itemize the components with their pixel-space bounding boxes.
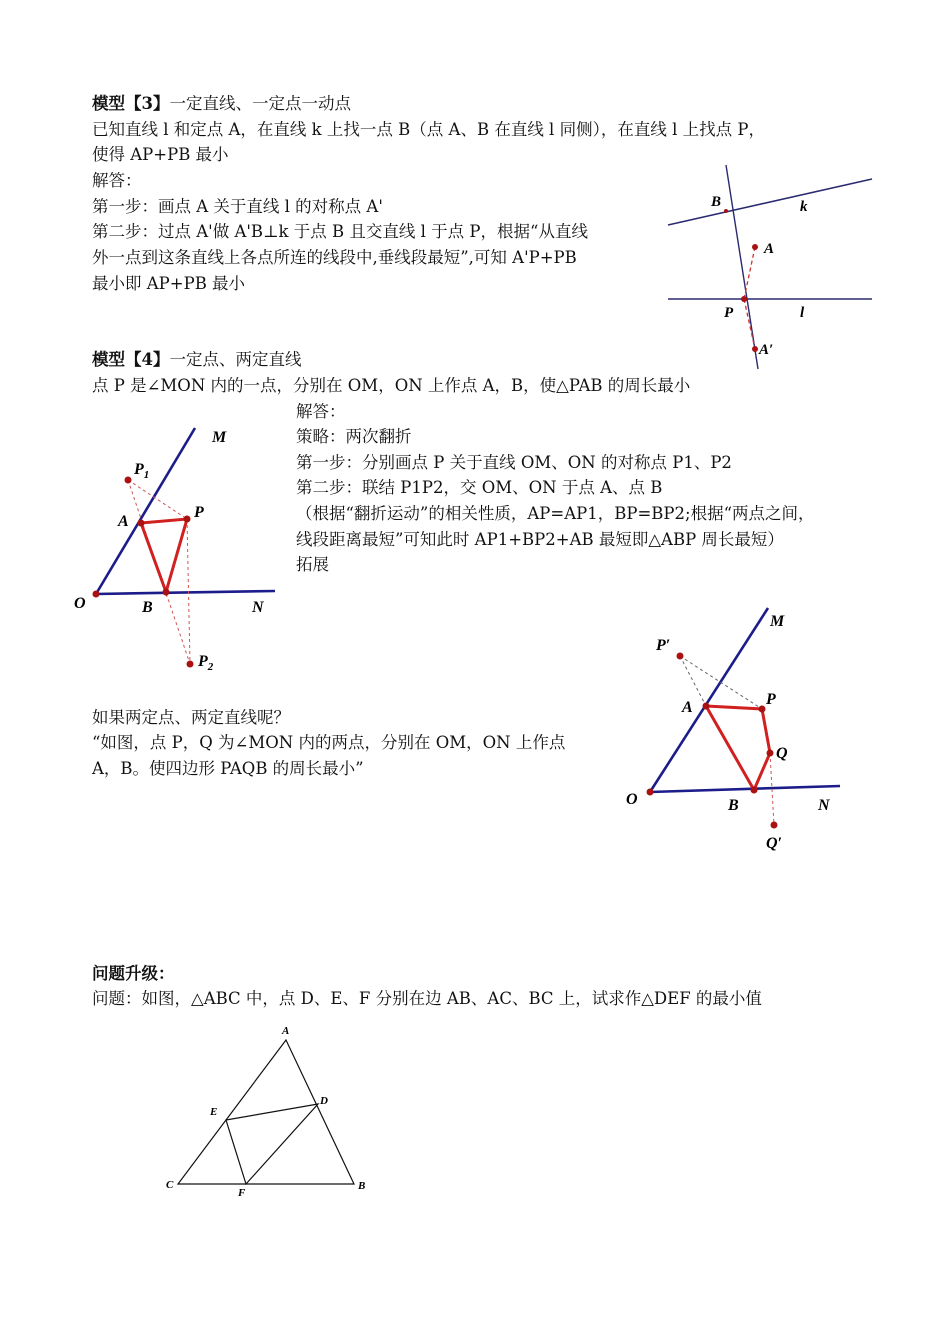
extension-label-N: N bbox=[818, 797, 830, 814]
model3-label-k: k bbox=[800, 199, 808, 215]
model4-label-A: A bbox=[118, 513, 129, 530]
model3-step2-line1: 第二步：过点 A'做 A'B⊥k 于点 B 且交直线 l 于点 P，根据“从直线 bbox=[92, 222, 588, 241]
model4-label-P2: $P_2$ bbox=[198, 653, 214, 673]
model4-label-M: M bbox=[212, 429, 227, 446]
extension-label-O: O bbox=[626, 791, 638, 808]
model4-note-line1: （根据“翻折运动”的相关性质，AP=AP1，BP=BP2;根据“两点之间， bbox=[296, 504, 815, 523]
upgrade-label-E: E bbox=[210, 1106, 218, 1118]
model4-note-line2: 线段距离最短”可知此时 AP1+BP2+AB 最短即△ABP 周长最短） bbox=[296, 530, 784, 549]
upgrade-figure bbox=[160, 1020, 380, 1210]
model4-extend-label: 拓展 bbox=[296, 555, 329, 574]
model4-label-O: O bbox=[74, 595, 86, 612]
upgrade-label-F: F bbox=[238, 1187, 246, 1199]
model3-answer-label: 解答： bbox=[92, 171, 142, 190]
model3-heading-label: 模型【3】 bbox=[92, 94, 170, 113]
model4-figure bbox=[70, 420, 290, 680]
upgrade-question: 问题：如图，△ABC 中，点 D、E、F 分别在边 AB、AC、BC 上，试求作△DEF 的最小值 bbox=[92, 989, 762, 1008]
model4-problem: 点 P 是∠MON 内的一点，分别在 OM，ON 上作点 A，B，使△PAB 的周长最小 bbox=[92, 376, 691, 395]
upgrade-label-D: D bbox=[320, 1095, 328, 1107]
model4-strategy: 策略：两次翻折 bbox=[296, 427, 412, 446]
extension-label-P-prime: P′ bbox=[656, 637, 671, 654]
model3-problem-line1: 已知直线 l 和定点 A，在直线 k 上找一点 B（点 A、B 在直线 l 同侧），在直线 l 上找点 P， bbox=[92, 120, 765, 139]
model4-heading-title: 一定点、两定直线 bbox=[169, 350, 302, 369]
model3-heading-title: 一定直线、一定点一动点 bbox=[169, 94, 351, 113]
model4-label-N: N bbox=[252, 599, 264, 616]
extension-label-A: A bbox=[682, 699, 693, 716]
model3-heading bbox=[92, 92, 351, 116]
model3-figure bbox=[660, 155, 880, 375]
model4-step2: 第二步：联结 P1P2，交 OM、ON 于点 A、点 B bbox=[296, 478, 663, 497]
upgrade-title: 问题升级： bbox=[92, 964, 175, 983]
extension-label-P: P bbox=[766, 691, 776, 708]
model3-step2-line3: 最小即 AP+PB 最小 bbox=[92, 274, 246, 293]
upgrade-label-A: A bbox=[282, 1025, 290, 1037]
model3-label-A: A bbox=[764, 241, 775, 257]
extension-question: 如果两定点、两定直线呢？ bbox=[92, 708, 290, 727]
model3-label-A-prime: A′ bbox=[759, 342, 774, 358]
model3-problem-line2: 使得 AP+PB 最小 bbox=[92, 145, 229, 164]
model4-step1: 第一步：分别画点 P 关于直线 OM、ON 的对称点 P1、P2 bbox=[296, 453, 732, 472]
model3-step2-line2: 外一点到这条直线上各点所连的线段中,垂线段最短”,可知 A'P+PB bbox=[92, 248, 577, 267]
extension-label-Q: Q bbox=[776, 745, 788, 762]
extension-label-B: B bbox=[728, 797, 739, 814]
model4-label-B: B bbox=[142, 599, 153, 616]
model3-label-B: B bbox=[711, 194, 722, 210]
extension-problem-line2: A，B。使四边形 PAQB 的周长最小” bbox=[92, 759, 364, 778]
upgrade-label-B: B bbox=[358, 1180, 366, 1192]
upgrade-label-C: C bbox=[166, 1179, 174, 1191]
model4-heading bbox=[92, 348, 301, 372]
extension-problem-line1: “如图，点 P，Q 为∠MON 内的两点，分别在 OM，ON 上作点 bbox=[92, 733, 566, 752]
model3-step1: 第一步：画点 A 关于直线 l 的对称点 A' bbox=[92, 197, 383, 216]
extension-label-Q-prime: Q′ bbox=[766, 835, 783, 852]
extension-figure bbox=[618, 600, 858, 860]
extension-label-M: M bbox=[770, 613, 785, 630]
model3-label-l: l bbox=[800, 305, 805, 321]
model4-answer-label: 解答： bbox=[296, 402, 346, 421]
model4-heading-label: 模型【4】 bbox=[92, 350, 170, 369]
model4-label-P: P bbox=[194, 504, 204, 521]
model4-label-P1: $P_1$ bbox=[134, 461, 150, 481]
model3-label-P: P bbox=[724, 305, 734, 321]
